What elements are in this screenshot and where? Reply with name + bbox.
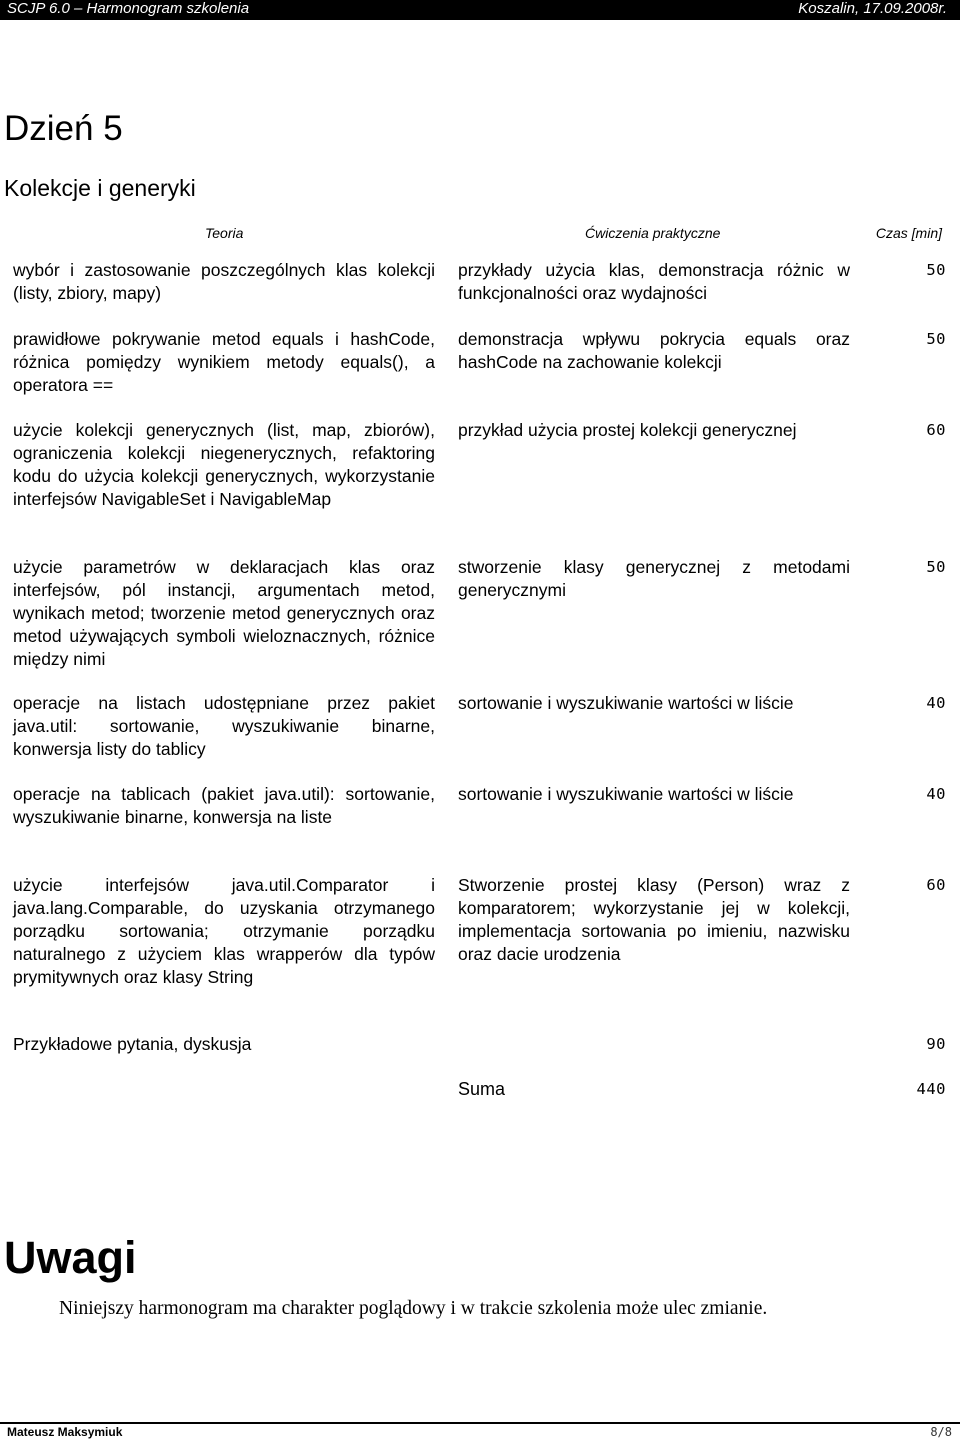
footer-page-number: 8/8 [930, 1425, 952, 1439]
row-praktyka: przykład użycia prostej kolekcji generycznej [458, 420, 797, 440]
row-teoria: Przykładowe pytania, dyskusja [13, 1034, 252, 1054]
row-czas: 90 [926, 1035, 946, 1053]
footer-divider [0, 1422, 960, 1424]
notes-title: Uwagi [4, 1232, 137, 1283]
row-czas: 60 [926, 421, 946, 439]
row-czas: 50 [926, 261, 946, 279]
sum-value: 440 [916, 1080, 946, 1098]
column-header-cwiczenia: Ćwiczenia praktyczne [585, 225, 721, 241]
row-praktyka: sortowanie i wyszukiwanie wartości w liście [458, 784, 794, 804]
page-header [0, 0, 960, 20]
column-header-czas: Czas [min] [875, 225, 942, 241]
row-teoria: prawidłowe pokrywanie metod equals i hashCode, różnica pomiędzy wynikiem metody equals(), a operatora == [13, 329, 435, 395]
sum-label: Suma [458, 1079, 506, 1099]
row-praktyka: Stworzenie prostej klasy (Person) wraz z komparatorem; wykorzystanie jej w kolekcji, implementacja sortowania po imieniu, nazwisku oraz dacie urodzenia [458, 875, 850, 964]
row-czas: 40 [926, 694, 946, 712]
column-header-teoria: Teoria [205, 225, 244, 241]
row-praktyka: demonstracja wpływu pokrycia equals oraz hashCode na zachowanie kolekcji [458, 329, 850, 372]
row-teoria: operacje na listach udostępniane przez pakiet java.util: sortowanie, wyszukiwanie binarne, konwersja listy do tablicy [13, 693, 435, 759]
section-title: Kolekcje i generyki [4, 175, 196, 201]
row-teoria: użycie interfejsów java.util.Comparator i java.lang.Comparable, do uzyskania otrzymanego porządku sortowania; otrzymanie porządku naturalnego z użyciem klas wrapperów dla typów prymitywnych oraz klasy String [13, 875, 435, 987]
row-teoria: operacje na tablicach (pakiet java.util): sortowanie, wyszukiwanie binarne, konwersja na liste [13, 784, 435, 827]
row-czas: 50 [926, 330, 946, 348]
footer-author: Mateusz Maksymiuk [7, 1425, 123, 1439]
row-czas: 60 [926, 876, 946, 894]
row-teoria: użycie parametrów w deklaracjach klas oraz interfejsów, pól instancji, argumentach metod, wynikach metod; tworzenie metod generycznych oraz metod używających symboli wieloznacznych, różnice między nimi [13, 557, 435, 669]
row-praktyka: stworzenie klasy generycznej z metodami generycznymi [458, 557, 850, 600]
row-teoria: użycie kolekcji generycznych (list, map, zbiorów), ograniczenia kolekcji niegenerycznych, refaktoring kodu do użycia kolekcji generycznych, wykorzystanie interfejsów NavigableSet i NavigableMap [13, 420, 435, 509]
day-title: Dzień 5 [4, 109, 123, 148]
header-place-date: Koszalin, 17.09.2008r. [798, 0, 947, 17]
notes-text: Niniejszy harmonogram ma charakter poglądowy i w trakcie szkolenia może ulec zmianie. [59, 1298, 768, 1319]
row-czas: 40 [926, 785, 946, 803]
row-praktyka: sortowanie i wyszukiwanie wartości w liście [458, 693, 794, 713]
header-course-title: SCJP 6.0 – Harmonogram szkolenia [7, 0, 250, 17]
row-czas: 50 [926, 558, 946, 576]
row-teoria: wybór i zastosowanie poszczególnych klas kolekcji (listy, zbiory, mapy) [13, 260, 435, 303]
row-praktyka: przykłady użycia klas, demonstracja różnic w funkcjonalności oraz wydajności [458, 260, 850, 303]
